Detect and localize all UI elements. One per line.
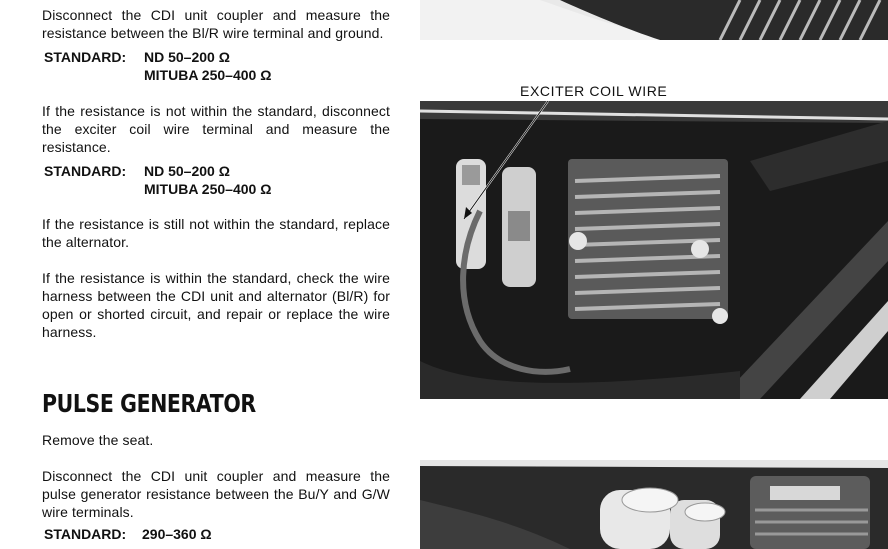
caption-pointer-line [420,101,888,399]
paragraph-pulse-resistance: Disconnect the CDI unit coupler and measure the pulse generator resistance between the Bu/Y and G/W wire terminals. [42,468,390,520]
standard-value-nd: ND 50–200 Ω [144,49,230,65]
paragraph-cdi-coupler: Disconnect the CDI unit coupler and measure the resistance between the Bl/R wire terminal and ground. [42,7,390,41]
standard-block-1 [44,48,390,84]
photo-pulse-generator [420,460,888,549]
standard-label: STANDARD: [44,163,127,179]
manual-text-column [42,6,390,341]
photo-caption-exciter-coil-wire: EXCITER COIL WIRE [520,83,668,99]
paragraph-replace-alternator: If the resistance is still not within the standard, replace the alternator. [42,216,390,250]
paragraph-exciter-coil: If the resistance is not within the standard, disconnect the exciter coil wire terminal and measure the resistance. [42,103,390,155]
photo-exciter-coil [420,101,888,399]
standard-value-mituba: MITUBA 250–400 Ω [144,67,272,83]
pulse-generator-section [42,431,390,543]
pulse-generator-image [420,460,888,549]
photo-top-cropped [420,0,888,40]
engine-fins-image [420,0,888,40]
section-heading-pulse-generator: PULSE GENERATOR [42,389,256,418]
standard-value: 290–360 Ω [142,526,212,542]
standard-value-nd: ND 50–200 Ω [144,163,230,179]
standard-block-2 [44,162,390,198]
standard-label: STANDARD: [44,526,127,542]
standard-label: STANDARD: [44,49,127,65]
standard-block-3 [44,525,390,543]
paragraph-check-harness: If the resistance is within the standard, check the wire harness between the CDI unit and alternator (Bl/R) for open or shorted circuit, and repair or replace the wire harness. [42,270,390,340]
standard-value-mituba: MITUBA 250–400 Ω [144,181,272,197]
paragraph-remove-seat: Remove the seat. [42,432,154,448]
